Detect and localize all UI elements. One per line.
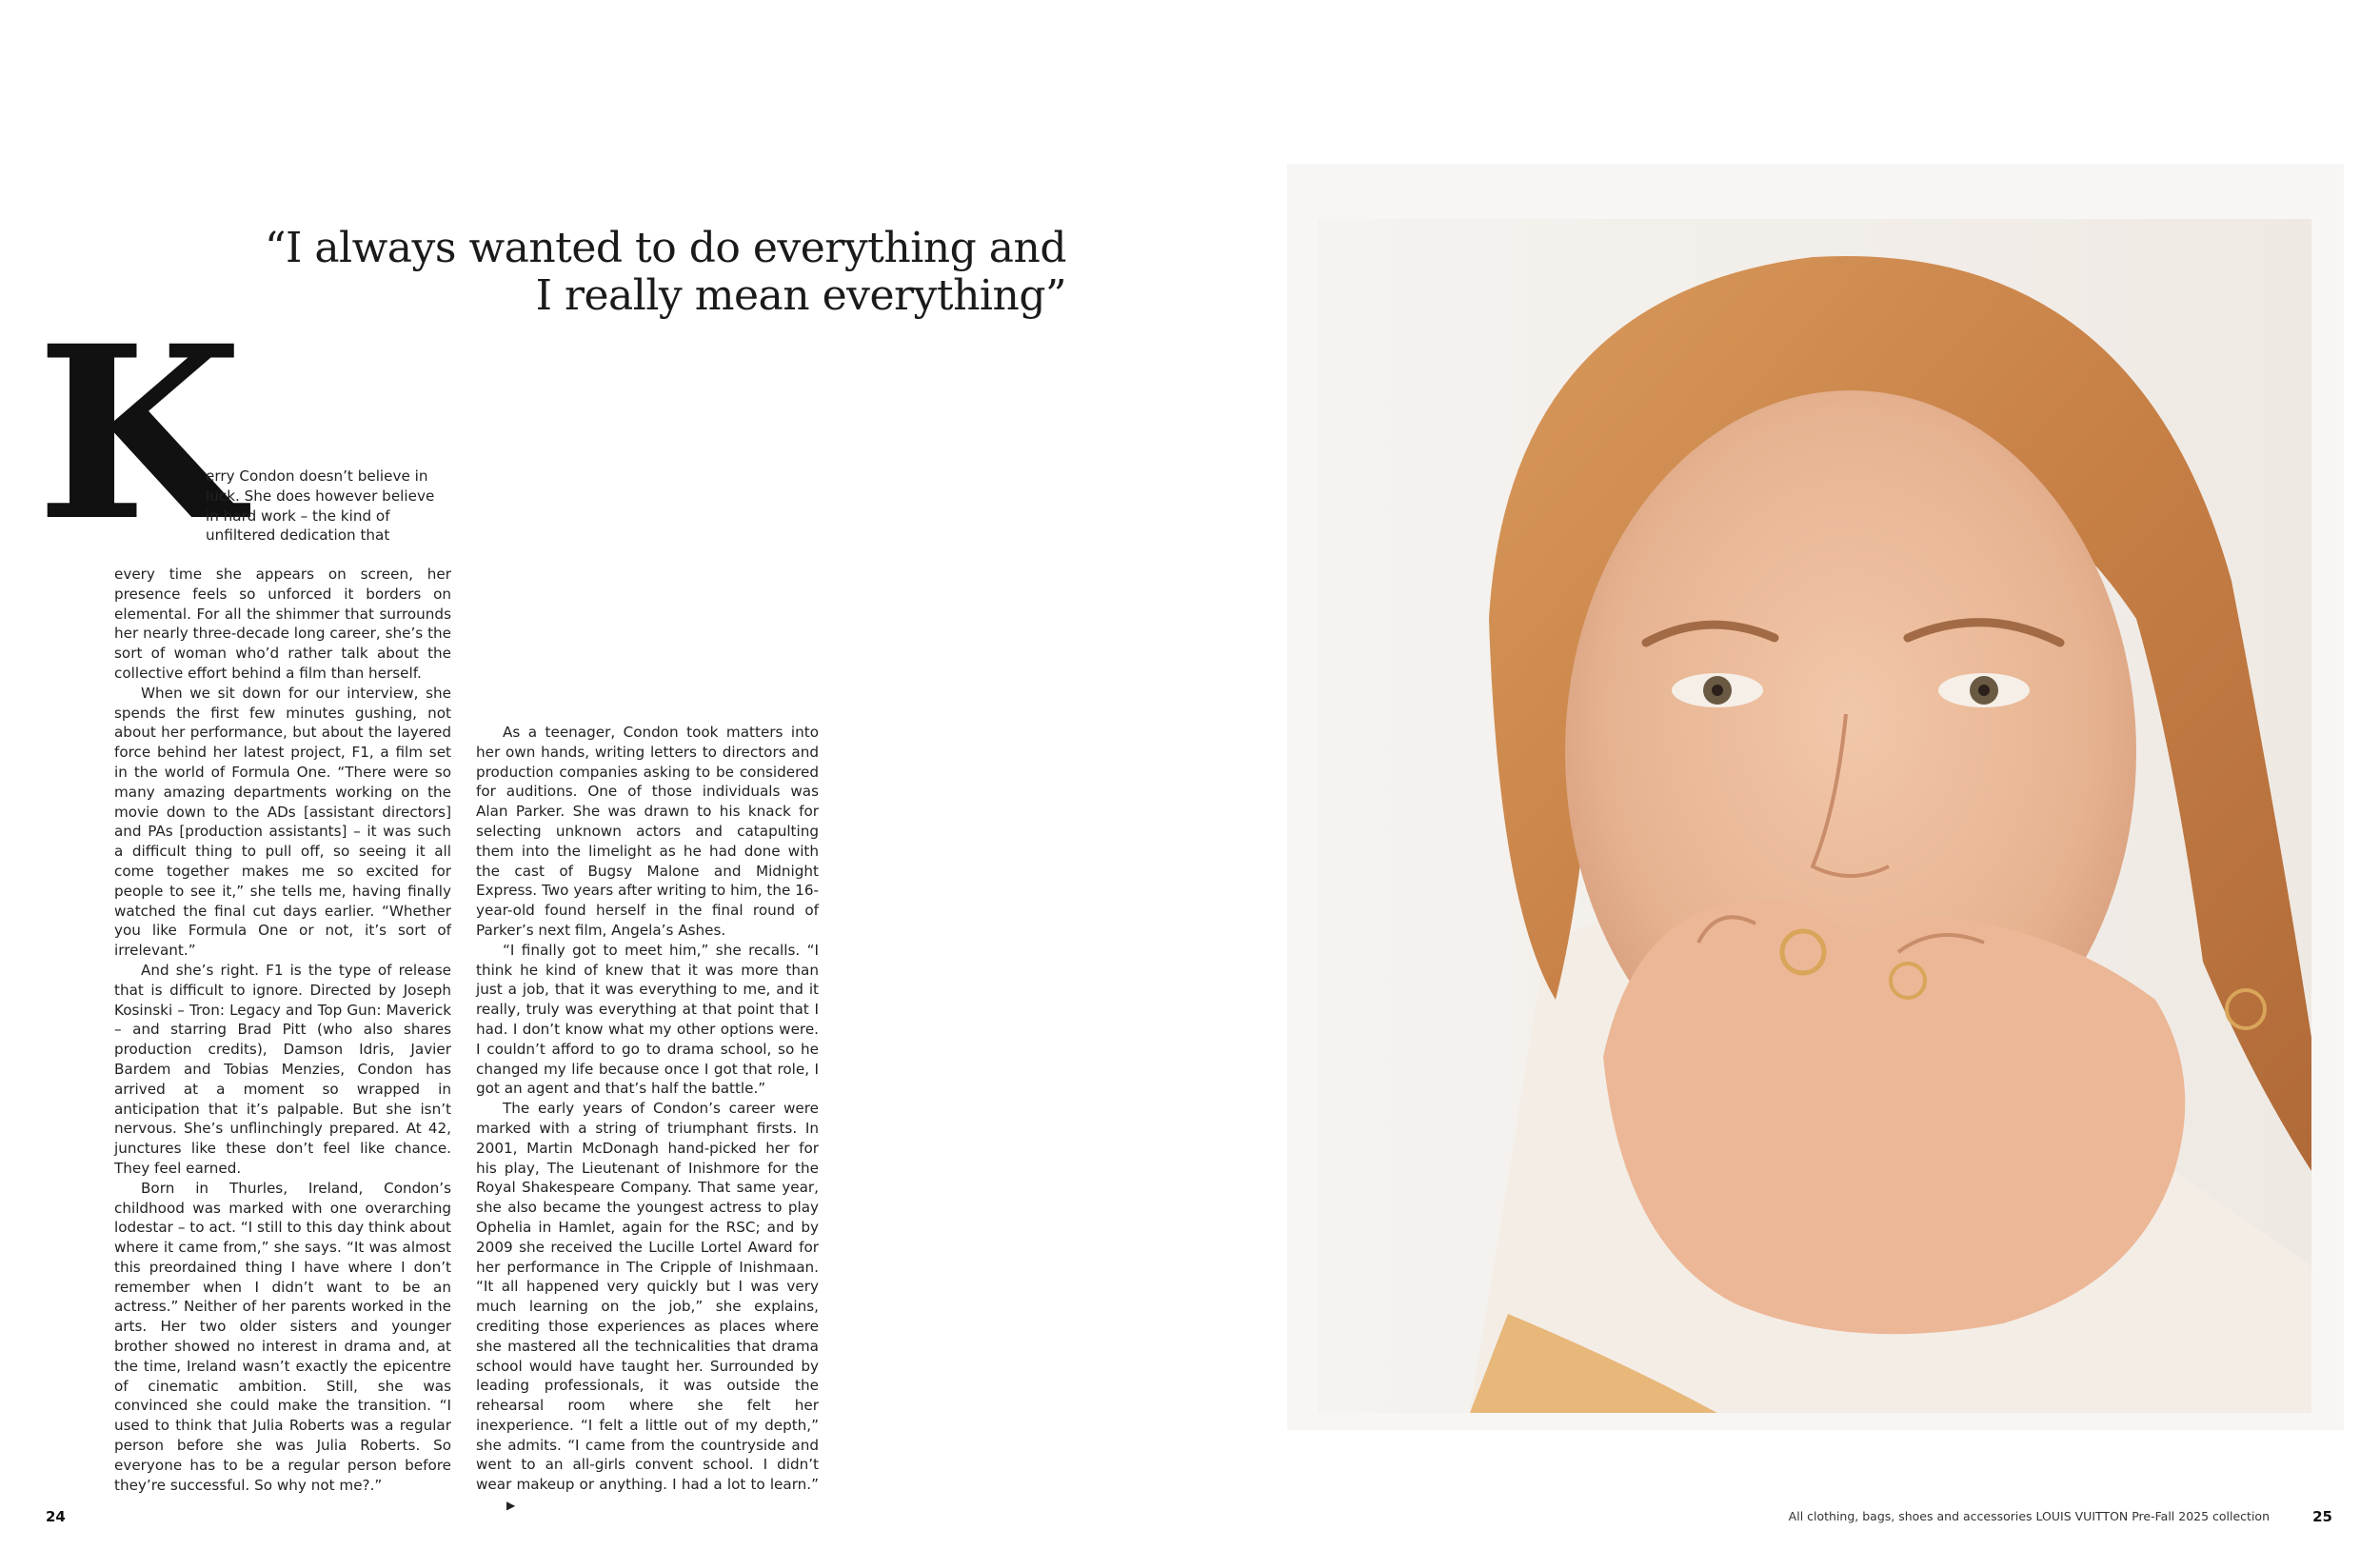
photo-credit: All clothing, bags, shoes and accessories LOUIS VUITTON Pre-Fall 2025 collection (1788, 1509, 2270, 1523)
portrait-illustration (1318, 219, 2311, 1413)
intro-line: unfiltered dedication that (206, 527, 390, 545)
article-paragraph (476, 1099, 819, 1516)
article-intro-lines (206, 467, 451, 546)
article-paragraph: Born in Thurles, Ireland, Condon’s childhood was marked with one overarching lodestar – to act. “I still to this day think about where it came from,” she says. “It was almost this preordained thing I have where I don’t remember when I didn’t want to be an actress.” Neither of her parents worked in the arts. Her two older sisters and younger brother showed no interest in drama and, at the time, Ireland wasn’t exactly the epicentre of cinematic ambition. Still, she was convinced she could make the transition. “I used to think that Julia Roberts was a regular person before she was Julia Roberts. So everyone has to be a regular person before they’re successful. So why not me?.” (114, 1179, 451, 1494)
article-column-1 (114, 565, 451, 1495)
article-paragraph: And she’s right. F1 is the type of release that is difficult to ignore. Directed by Joseph Kosinski – Tron: Legacy and Top Gun: Maverick – and starring Brad Pitt (who also shares production credits), Damson Idris, Javier Bardem and Tobias Menzies, Condon has arrived at a moment so wrapped in anticipation that it’s palpable. But she isn’t nervous. She’s unflinchingly prepared. At 42, junctures like these don’t feel like chance. They feel earned. (114, 961, 451, 1177)
pull-quote (190, 225, 1066, 320)
page-number-left: 24 (46, 1508, 66, 1525)
article-paragraph: As a teenager, Condon took matters into her own hands, writing letters to directors and production companies asking to be considered for auditions. One of those individuals was Alan Parker. She was drawn to his knack for selecting unknown actors and catapulting them into the limelight as he had done with the cast of Bugsy Malone and Midnight Express. Two years after writing to him, the 16-year-old found herself in the final round of Parker’s next film, Angela’s Ashes. (476, 724, 819, 939)
article-column-2 (476, 723, 819, 1516)
continue-arrow-icon: ▶ (506, 1499, 516, 1513)
article-paragraph: “I finally got to meet him,” she recalls. “I think he kind of knew that it was more than just a job, that it was everything to me, and it really, truly was everything at that point that I had. I don’t know what my other options were. I couldn’t afford to go to drama school, so he changed my life because once I got that role, I got an agent and that’s half the battle.” (476, 941, 819, 1098)
intro-line: in hard work – the kind of (206, 507, 390, 525)
portrait-photo (1318, 219, 2311, 1413)
page-number-right: 25 (2312, 1508, 2332, 1525)
article-paragraph-text: The early years of Condon’s career were marked with a string of triumphant firsts. In 2001, Martin McDonagh hand-picked her for his play, The Lieutenant of Inishmore for the Royal Shakespeare Company. That same year, she also became the youngest actress to play Ophelia in Hamlet, again for the RSC; and by 2009 she received the Lucille Lortel Award for her performance in The Cripple of Inishmaan. “It all happened very quickly but I was very much learning on the job,” she explains, crediting those experiences as places where she mastered all the technicalities that drama school would have taught her. Surrounded by leading professionals, it was outside the rehearsal room where she felt her inexperience. “I felt a little out of my depth,” she admits. “I came from the countryside and went to an all-girls convent school. I didn’t wear makeup or anything. I had a lot to learn.” (476, 1100, 819, 1494)
intro-line: erry Condon doesn’t believe in (206, 467, 428, 485)
intro-line: luck. She does however believe (206, 487, 435, 505)
pull-quote-line-2: I really mean everything” (535, 271, 1066, 320)
article-paragraph: every time she appears on screen, her presence feels so unforced it borders on elemental. For all the shimmer that surrounds her nearly three-decade long career, she’s the sort of woman who’d rather talk about the collective effort behind a film than herself. (114, 566, 451, 682)
drop-cap: K (36, 293, 238, 573)
pull-quote-line-1: “I always wanted to do everything and (264, 224, 1066, 272)
article-paragraph: When we sit down for our interview, she spends the first few minutes gushing, not about her performance, but about the layered force behind her latest project, F1, a film set in the world of Formula One. “There were so many amazing departments working on the movie down to the ADs [assistant directors] and PAs [production assistants] – it was such a difficult thing to pull off, so seeing it all come together makes me so excited for people to see it,” she tells me, having finally watched the final cut days earlier. “Whether you like Formula One or not, it’s sort of irrelevant.” (114, 684, 451, 960)
